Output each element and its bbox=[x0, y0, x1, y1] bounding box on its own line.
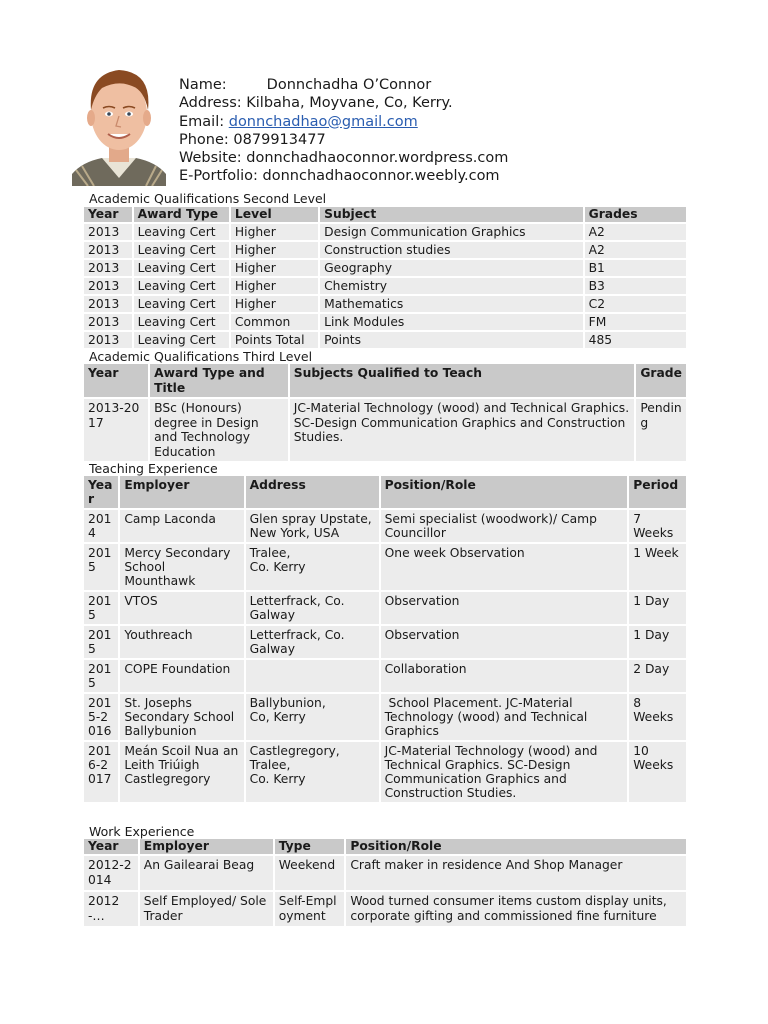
table-cell: Points bbox=[320, 332, 583, 348]
column-header: Award Type bbox=[134, 207, 229, 222]
phone-row bbox=[179, 131, 508, 149]
address-value: Kilbaha, Moyvane, Co, Kerry. bbox=[246, 95, 453, 112]
table-row bbox=[84, 260, 686, 276]
table-row bbox=[84, 694, 686, 740]
table-cell: 2015-2016 bbox=[84, 694, 118, 740]
table-row bbox=[84, 592, 686, 624]
table-cell: A2 bbox=[585, 224, 686, 240]
table-cell: 2012-2014 bbox=[84, 856, 138, 890]
table-cell: 2013-2017 bbox=[84, 399, 148, 461]
column-header: Year bbox=[84, 364, 148, 397]
table-cell: Mercy Secondary School Mounthawk bbox=[120, 544, 243, 590]
column-header: Subjects Qualified to Teach bbox=[290, 364, 635, 397]
table-cell: Ballybunion, Co, Kerry bbox=[246, 694, 379, 740]
table-cell: Self-Employment bbox=[275, 892, 345, 926]
table-cell: Points Total bbox=[231, 332, 318, 348]
table-cell: Design Communication Graphics bbox=[320, 224, 583, 240]
teaching-table bbox=[82, 474, 688, 804]
table-cell: Common bbox=[231, 314, 318, 330]
table-row bbox=[84, 296, 686, 312]
third-level-title: Academic Qualifications Third Level bbox=[89, 349, 313, 364]
table-cell: Camp Laconda bbox=[120, 510, 243, 542]
table-cell: 2013 bbox=[84, 278, 132, 294]
table-cell: C2 bbox=[585, 296, 686, 312]
table-row bbox=[84, 892, 686, 926]
column-header: Grade bbox=[636, 364, 686, 397]
column-header: Address bbox=[246, 476, 379, 508]
address-label: Address: bbox=[179, 95, 242, 112]
table-cell: 485 bbox=[585, 332, 686, 348]
table-cell: Pending bbox=[636, 399, 686, 461]
table-row bbox=[84, 626, 686, 658]
phone-label: Phone: bbox=[179, 131, 229, 148]
table-cell: 2013 bbox=[84, 224, 132, 240]
column-header: Employer bbox=[140, 839, 273, 854]
table-cell: COPE Foundation bbox=[120, 660, 243, 692]
table-cell: Geography bbox=[320, 260, 583, 276]
table-cell: 2 Day bbox=[629, 660, 686, 692]
table-cell bbox=[246, 660, 379, 692]
column-header: Position/Role bbox=[346, 839, 686, 854]
address-row bbox=[179, 94, 508, 112]
table-cell: Leaving Cert bbox=[134, 278, 229, 294]
table-cell: Youthreach bbox=[120, 626, 243, 658]
table-row bbox=[84, 856, 686, 890]
phone-value: 0879913477 bbox=[233, 131, 326, 148]
table-row bbox=[84, 510, 686, 542]
column-header: Award Type and Title bbox=[150, 364, 288, 397]
table-cell: JC-Material Technology (wood) and Technical Graphics. SC-Design Communication Graphics and Construction Studies. bbox=[381, 742, 628, 802]
third-level-table bbox=[82, 362, 688, 463]
eportfolio-row bbox=[179, 167, 508, 185]
table-row bbox=[84, 544, 686, 590]
table-header-row bbox=[84, 207, 686, 222]
table-cell: 8 Weeks bbox=[629, 694, 686, 740]
table-cell: Wood turned consumer items custom display units, corporate gifting and commissioned fine furniture bbox=[346, 892, 686, 926]
table-cell: A2 bbox=[585, 242, 686, 258]
table-header-row bbox=[84, 839, 686, 854]
table-cell: An Gailearai Beag bbox=[140, 856, 273, 890]
table-cell: 2013 bbox=[84, 314, 132, 330]
email-row bbox=[179, 113, 508, 131]
table-cell: B1 bbox=[585, 260, 686, 276]
table-cell: Link Modules bbox=[320, 314, 583, 330]
table-cell: 1 Day bbox=[629, 592, 686, 624]
table-cell: 10 Weeks bbox=[629, 742, 686, 802]
column-header: Level bbox=[231, 207, 318, 222]
column-header: Year bbox=[84, 207, 132, 222]
work-table bbox=[82, 837, 688, 928]
table-row bbox=[84, 399, 686, 461]
table-cell: Observation bbox=[381, 626, 628, 658]
column-header: Year bbox=[84, 476, 118, 508]
table-cell: Collaboration bbox=[381, 660, 628, 692]
table-cell: 7 Weeks bbox=[629, 510, 686, 542]
column-header: Year bbox=[84, 839, 138, 854]
eportfolio-label: E-Portfolio: bbox=[179, 168, 258, 185]
table-cell: Leaving Cert bbox=[134, 224, 229, 240]
table-cell: Letterfrack, Co. Galway bbox=[246, 626, 379, 658]
table-cell: Higher bbox=[231, 296, 318, 312]
table-cell: Letterfrack, Co. Galway bbox=[246, 592, 379, 624]
table-cell: Glen spray Upstate, New York, USA bbox=[246, 510, 379, 542]
name-value: Donnchadha O’Connor bbox=[266, 77, 432, 93]
table-cell: Leaving Cert bbox=[134, 260, 229, 276]
table-cell: 2014 bbox=[84, 510, 118, 542]
table-row bbox=[84, 660, 686, 692]
table-cell: Mathematics bbox=[320, 296, 583, 312]
table-row bbox=[84, 224, 686, 240]
table-header-row bbox=[84, 476, 686, 508]
table-cell: St. Josephs Secondary School Ballybunion bbox=[120, 694, 243, 740]
table-cell: Higher bbox=[231, 242, 318, 258]
table-cell: Higher bbox=[231, 224, 318, 240]
work-title: Work Experience bbox=[89, 824, 195, 839]
table-row bbox=[84, 278, 686, 294]
table-cell: BSc (Honours) degree in Design and Technology Education bbox=[150, 399, 288, 461]
table-cell: FM bbox=[585, 314, 686, 330]
table-cell: Construction studies bbox=[320, 242, 583, 258]
table-cell: Leaving Cert bbox=[134, 242, 229, 258]
table-cell: Semi specialist (woodwork)/ Camp Councillor bbox=[381, 510, 628, 542]
table-cell: VTOS bbox=[120, 592, 243, 624]
table-cell: B3 bbox=[585, 278, 686, 294]
table-cell: 2015 bbox=[84, 626, 118, 658]
column-header: Period bbox=[629, 476, 686, 508]
table-header-row bbox=[84, 364, 686, 397]
table-cell: JC-Material Technology (wood) and Technical Graphics. SC-Design Communication Graphics and Construction Studies. bbox=[290, 399, 635, 461]
email-link[interactable]: donnchadhao@gmail.com bbox=[228, 113, 418, 130]
table-cell: One week Observation bbox=[381, 544, 628, 590]
table-cell: Tralee, Co. Kerry bbox=[246, 544, 379, 590]
table-cell: 2013 bbox=[84, 242, 132, 258]
table-cell: Higher bbox=[231, 278, 318, 294]
table-cell: Higher bbox=[231, 260, 318, 276]
table-cell: Leaving Cert bbox=[134, 296, 229, 312]
table-cell: Leaving Cert bbox=[134, 332, 229, 348]
table-row bbox=[84, 742, 686, 802]
table-row bbox=[84, 314, 686, 330]
teaching-title: Teaching Experience bbox=[89, 461, 218, 476]
table-cell: 2015 bbox=[84, 592, 118, 624]
name-label: Name: bbox=[179, 77, 227, 93]
table-cell: Observation bbox=[381, 592, 628, 624]
table-cell: Craft maker in residence And Shop Manager bbox=[346, 856, 686, 890]
table-cell: Castlegregory, Tralee, Co. Kerry bbox=[246, 742, 379, 802]
table-cell: 2016-2017 bbox=[84, 742, 118, 802]
table-row bbox=[84, 332, 686, 348]
table-cell: 1 Day bbox=[629, 626, 686, 658]
table-cell: School Placement. JC-Material Technology (wood) and Technical Graphics bbox=[381, 694, 628, 740]
table-cell: 2015 bbox=[84, 544, 118, 590]
table-cell: Chemistry bbox=[320, 278, 583, 294]
column-header: Position/Role bbox=[381, 476, 628, 508]
email-label: Email: bbox=[179, 113, 225, 130]
table-cell: Self Employed/ Sole Trader bbox=[140, 892, 273, 926]
profile-photo bbox=[72, 66, 166, 186]
name-row bbox=[179, 76, 508, 94]
table-cell: 2013 bbox=[84, 332, 132, 348]
table-cell: Weekend bbox=[275, 856, 345, 890]
column-header: Employer bbox=[120, 476, 243, 508]
column-header: Subject bbox=[320, 207, 583, 222]
website-label: Website: bbox=[179, 150, 242, 167]
second-level-table bbox=[82, 205, 688, 350]
column-header: Grades bbox=[585, 207, 686, 222]
table-cell: Leaving Cert bbox=[134, 314, 229, 330]
website-row bbox=[179, 149, 508, 167]
table-cell: 2013 bbox=[84, 260, 132, 276]
second-level-title: Academic Qualifications Second Level bbox=[89, 191, 327, 206]
table-cell: Meán Scoil Nua an Leith Triúigh Castlegregory bbox=[120, 742, 243, 802]
eportfolio-value: donnchadhaoconnor.weebly.com bbox=[262, 168, 500, 185]
website-value: donnchadhaoconnor.wordpress.com bbox=[246, 150, 509, 167]
table-cell: 2012-… bbox=[84, 892, 138, 926]
table-row bbox=[84, 242, 686, 258]
table-cell: 1 Week bbox=[629, 544, 686, 590]
table-cell: 2015 bbox=[84, 660, 118, 692]
contact-block bbox=[179, 76, 508, 186]
column-header: Type bbox=[275, 839, 345, 854]
table-cell: 2013 bbox=[84, 296, 132, 312]
